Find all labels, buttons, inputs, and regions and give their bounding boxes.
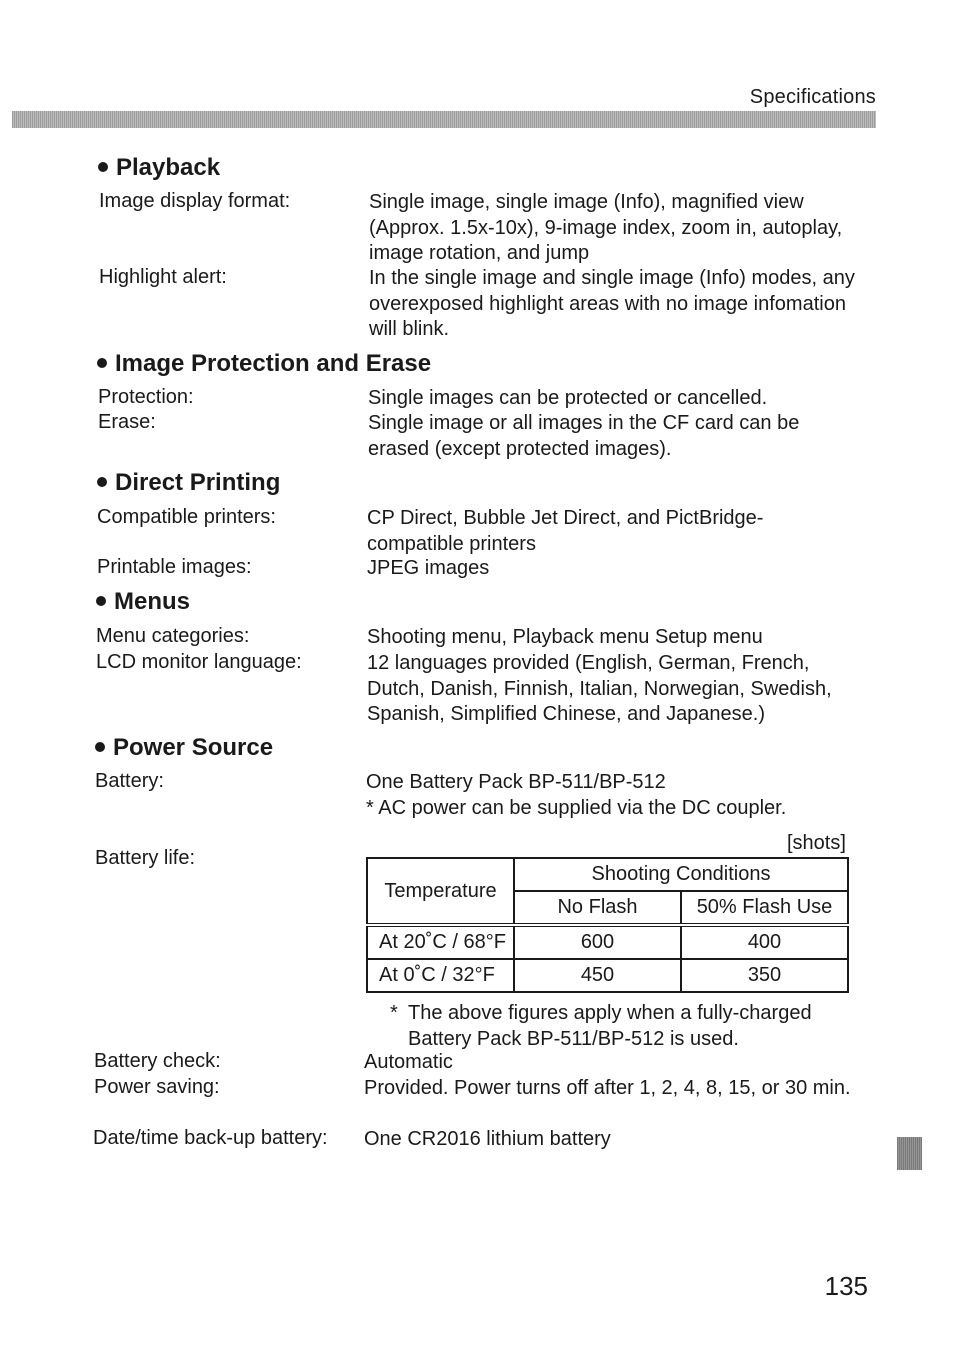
heading-text: Menus [114, 588, 191, 615]
spec-label: Printable images: [97, 556, 252, 578]
table-header-flash: 50% Flash Use [681, 891, 848, 925]
spec-value: 12 languages provided (English, German, French, Dutch, Danish, Finnish, Italian, Norwegian, Swedish, Spanish, Simplified Chinese, and Japanese.) [367, 652, 832, 725]
spec-value: One Battery Pack BP-511/BP-512 [366, 771, 666, 793]
spec-label: Protection: [98, 386, 194, 408]
spec-label: Battery: [95, 770, 164, 792]
heading-text: Playback [116, 154, 221, 181]
spec-label: Erase: [98, 411, 156, 433]
spec-label: Menu categories: [96, 625, 250, 647]
table-header-no-flash: No Flash [514, 891, 681, 925]
spec-note: * AC power can be supplied via the DC coupler. [366, 797, 787, 819]
table-cell-temp: At 0˚C / 32°F [367, 959, 514, 992]
bullet-icon [97, 477, 107, 487]
spec-value: JPEG images [367, 557, 490, 579]
spec-value: CP Direct, Bubble Jet Direct, and PictBridge-compatible printers [367, 507, 764, 555]
bullet-icon [95, 742, 105, 752]
running-header: Specifications [749, 86, 876, 108]
bullet-icon [98, 162, 108, 172]
section-heading-menus [96, 588, 190, 616]
spec-value: Provided. Power turns off after 1, 2, 4, 8, 15, or 30 min. [364, 1077, 851, 1099]
table-unit: [shots] [787, 832, 846, 854]
header-rule-bar [12, 111, 876, 128]
table-note-star: * [390, 1002, 398, 1024]
table-cell-flash: 350 [681, 959, 848, 992]
bullet-icon [96, 596, 106, 606]
table-row [367, 959, 848, 992]
table-header-temperature: Temperature [367, 858, 514, 925]
section-heading-protection [97, 350, 431, 378]
spec-value: In the single image and single image (Info) modes, any overexposed highlight areas with no image infomation will blink. [369, 267, 855, 340]
battery-life-table [366, 857, 849, 993]
section-heading-power [95, 734, 273, 762]
chapter-tab-marker [897, 1137, 922, 1170]
section-heading-printing [97, 469, 280, 497]
heading-text: Image Protection and Erase [115, 350, 432, 377]
spec-label: Compatible printers: [97, 506, 276, 528]
section-heading-playback [98, 154, 220, 182]
heading-text: Direct Printing [115, 469, 281, 496]
spec-label: Date/time back-up battery: [93, 1127, 328, 1149]
page-number: 135 [824, 1271, 868, 1301]
spec-label: Highlight alert: [99, 266, 227, 288]
bullet-icon [97, 358, 107, 368]
spec-value: Single images can be protected or cancelled. [368, 387, 768, 409]
spec-value: Single image, single image (Info), magnified view (Approx. 1.5x-10x), 9-image index, zoom in, autoplay, image rotation, and jump [369, 191, 843, 264]
table-row [367, 925, 848, 959]
table-cell-flash: 400 [681, 925, 848, 959]
spec-label: LCD monitor language: [96, 651, 302, 673]
spec-value: Shooting menu, Playback menu Setup menu [367, 626, 763, 648]
spec-label: Power saving: [94, 1076, 220, 1098]
table-cell-no-flash: 600 [514, 925, 681, 959]
table-cell-no-flash: 450 [514, 959, 681, 992]
spec-value: Single image or all images in the CF card can be erased (except protected images). [368, 412, 800, 460]
spec-value: Automatic [364, 1051, 453, 1073]
table-note: The above figures apply when a fully-charged Battery Pack BP-511/BP-512 is used. [408, 1002, 812, 1050]
spec-label: Battery life: [95, 847, 196, 869]
table-header-conditions: Shooting Conditions [514, 858, 848, 891]
spec-value: One CR2016 lithium battery [364, 1128, 611, 1150]
heading-text: Power Source [113, 734, 274, 761]
spec-label: Image display format: [99, 190, 291, 212]
spec-label: Battery check: [94, 1050, 221, 1072]
table-cell-temp: At 20˚C / 68°F [367, 925, 514, 959]
